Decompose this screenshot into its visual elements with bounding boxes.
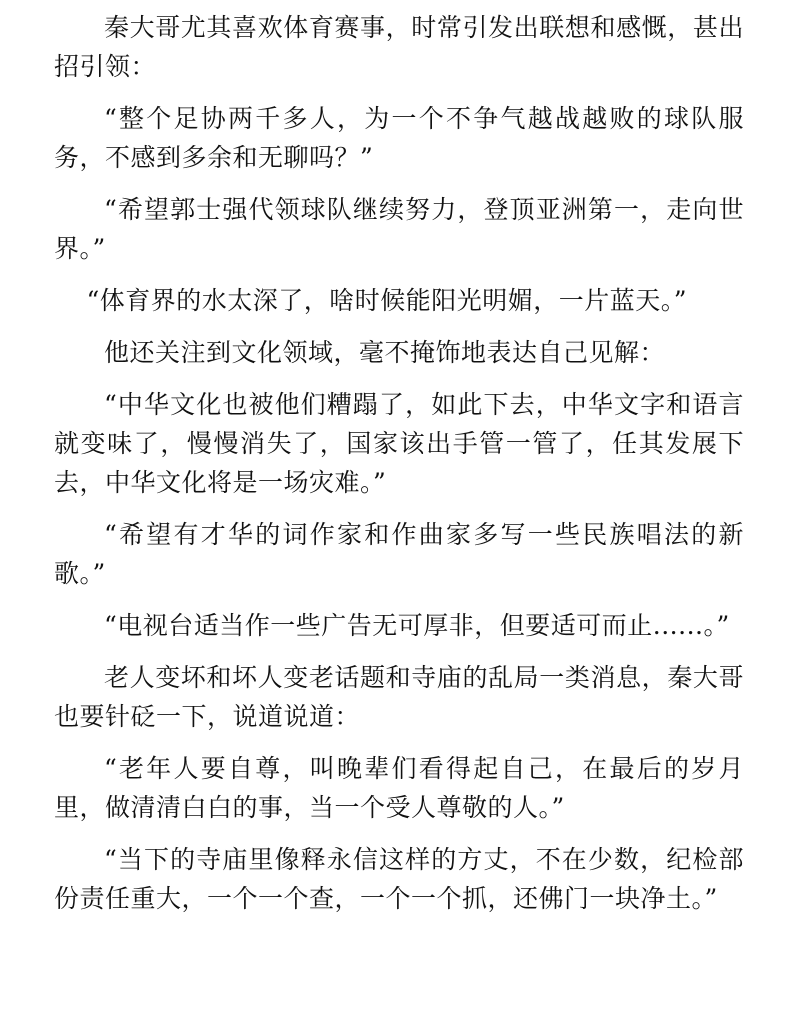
paragraph-new-songs-quote: “希望有才华的词作家和作曲家多写一些民族唱法的新歌。”	[54, 520, 744, 588]
paragraph-sports-world-quote: “体育界的水太深了，啥时候能阳光明媚，一片蓝天。”	[86, 286, 688, 315]
paragraph-elderly-dignity-quote: “老年人要自尊，叫晚辈们看得起自己，在最后的岁月里，做清清白白的事，当一个受人尊敬的人。”	[54, 754, 744, 822]
paragraph-team-hope-quote: “希望郭士强代领球队继续努力，登顶亚洲第一，走向世界。”	[54, 195, 744, 263]
paragraph-culture-intro: 他还关注到文化领域，毫不掩饰地表达自己见解：	[104, 338, 666, 367]
paragraph-sports-intro: 秦大哥尤其喜欢体育赛事，时常引发出联想和感慨，甚出招引领：	[54, 13, 744, 81]
paragraph-football-association-quote: “整个足协两千多人，为一个不争气越战越败的球队服务，不感到多余和无聊吗？”	[54, 104, 744, 172]
paragraph-elderly-temple-intro: 老人变坏和坏人变老话题和寺庙的乱局一类消息，秦大哥也要针砭一下，说道说道：	[54, 663, 744, 731]
paragraph-chinese-culture-quote: “中华文化也被他们糟蹋了，如此下去，中华文字和语言就变味了，慢慢消失了，国家该出手管一管了，任其发展下去，中华文化将是一场灾难。”	[54, 390, 744, 497]
paragraph-temple-quote: “当下的寺庙里像释永信这样的方丈，不在少数，纪检部份责任重大，一个一个查，一个一个抓，还佛门一块净土。”	[54, 845, 744, 913]
paragraph-advertising-quote: “电视台适当作一些广告无可厚非，但要适可而止......。”	[104, 611, 730, 640]
